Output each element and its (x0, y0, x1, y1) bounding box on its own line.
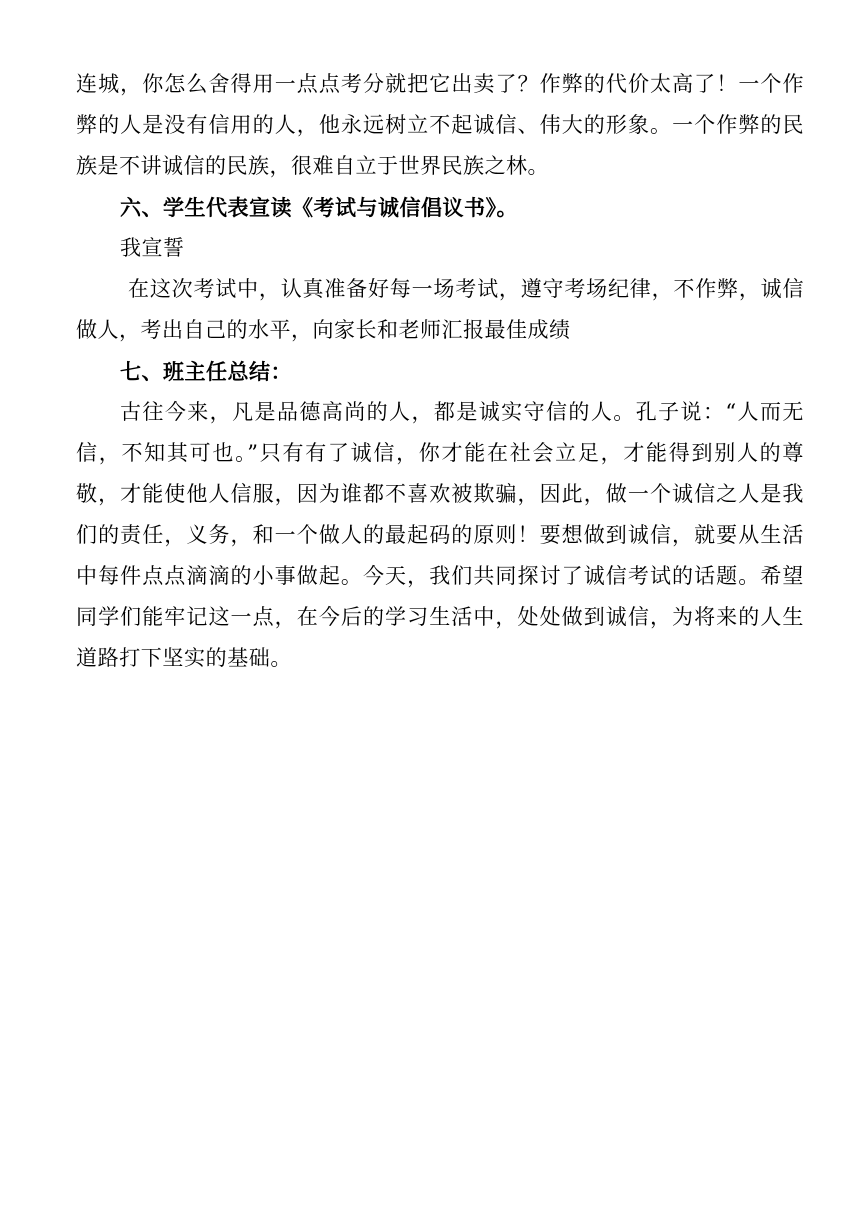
summary-paragraph: 古往今来，凡是品德高尚的人，都是诚实守信的人。孔子说：“人而无信，不知其可也。”只有有了诚信，你才能在社会立足，才能得到别人的尊敬，才能使他人信服，因为谁都不喜欢被欺骗，因此，做一个诚信之人是我们的责任，义务，和一个做人的最起码的原则！要想做到诚信，就要从生活中每件点点滴滴的小事做起。今天，我们共同探讨了诚信考试的话题。希望同学们能牢记这一点，在今后的学习生活中，处处做到诚信，为将来的人生道路打下坚实的基础。 (76, 400, 804, 670)
intro-paragraph: 连城，你怎么舍得用一点点考分就把它出卖了？作弊的代价太高了！一个作弊的人是没有信用的人，他永远树立不起诚信、伟大的形象。一个作弊的民族是不讲诚信的民族，很难自立于世界民族之林。 (76, 72, 804, 178)
pledge-title: 我宣誓 (120, 236, 185, 260)
pledge-body: 在这次考试中，认真准备好每一场考试，遵守考场纪律，不作弊，诚信做人，考出自己的水平，向家长和老师汇报最佳成绩 (76, 277, 804, 342)
section-six-heading: 六、学生代表宣读《考试与诚信倡议书》。 (120, 195, 518, 220)
document-page (76, 64, 804, 679)
section-seven-heading: 七、班主任总结： (120, 359, 292, 384)
